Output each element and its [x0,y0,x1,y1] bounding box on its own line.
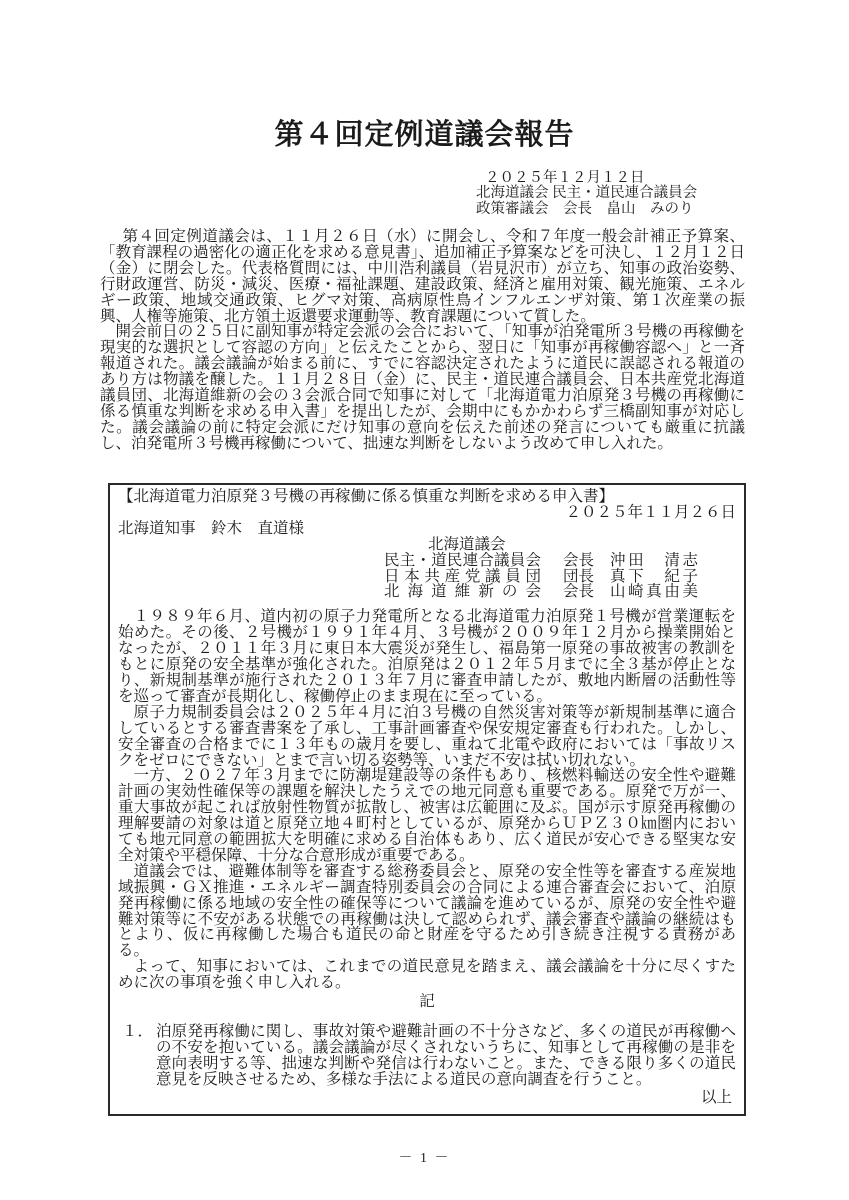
signatory-title: 会長 [563,551,595,569]
report-author: 政策審議会 会長 畠山 みのり [476,200,694,217]
report-meta [476,171,697,217]
item-number: １． [122,1023,154,1040]
signatory-name: 山崎真由美 [610,583,699,601]
page-number: － 1 － [398,1151,451,1166]
petition-body [118,609,736,991]
opening-section [100,229,745,452]
ki-heading: 記 [419,993,435,1011]
petition-item-1 [118,1024,736,1088]
petition-heading: 【北海道電力泊原発３号機の再稼働に係る慎重な判断を求める申入書】 [118,488,615,505]
petition-paragraph-5: よって、知事においては、これまでの道民意見を踏まえ、議会議論を十分に尽くすために次の事項を強く申し入れる。 [118,958,736,992]
signatory-row [118,553,736,569]
petition-addressee: 北海道知事 鈴木 直道様 [118,519,305,537]
opening-paragraph-1: 第４回定例道議会は、１１月２６日（水）に開会し、令和７年度一般会計補正予算案、「教育課程の過密化の適正化を求める意見書」、追加補正予算案などを可決し、１２月１２日（金）に閉会した。代表格質問には、中川浩利議員（岩見沢市）が立ち、知事の政治姿勢、行財政運営、防災・減災、医療・福祉課題、建設政策、経済と雇用対策、観光施策、エネルギー政策、地域交通政策、ヒグマ対策、高病原性鳥インフルエンザ対策、第１次産業の振興、人権等施策、北方領土返還要求運動等、教育課題について質した。 [100,228,745,325]
signatory-row [118,584,736,600]
petition-box [108,483,746,1116]
petition-paragraph-3: 一方、２０２７年３月までに防潮堤建設等の条件もあり、核燃料輸送の安全性や避難計画の実効性確保等の課題を解決したうえでの地元同意も重要である。原発で万が一、重大事故が起これば放射性物質が拡散し、被害は広範囲に及ぶ。国が示す原発再稼働の理解要請の対象は道と原発立地４町村としているが、原発からＵＰＺ３０㎞圏内においても地元同意の範囲拡大を明確に求める自治体もあり、広く道民が安心できる堅実な安全対策や平穏保障、十分な合意形成が重要である。 [118,767,736,864]
petition-date: ２０２５年１１月２６日 [565,503,736,521]
petition-paragraph-4: 道議会では、避難体制等を審査する総務委員会と、原発の安全性等を審査する産炭地域振興・ＧＸ推進・エネルギー調査特別委員会の合同による連合審査会において、泊原発再稼働に係る地域の安全性の確保等について議論を進めているが、原発の安全性や避難対策等に不安がある状態での再稼働は決して認められず、議会審査や議論の継続はもとより、仮に再稼働した場合も道民の命と財産を守るため引き続き注視する責務がある。 [118,862,736,960]
signatory-party: 北海道維新の会 [384,583,541,601]
petition-assembly: 北海道議会 [428,535,506,553]
signatory-name: 真下 紀子 [610,567,699,585]
signatory-party: 民主・道民連合議員会 [384,551,541,569]
petition-paragraph-1: １９８９年６月、道内初の原子力発電所となる北海道電力泊原発１号機が営業運転を始めた。その後、２号機が１９９１年４月、３号機が２００９年１２月から操業開始となったが、２０１１年３月に東日本大震災が発生し、福島第一原発の事故被害の教訓をもとに原発の安全基準が強化された。泊原発は２０１２年５月までに全３基が停止となり、新規制基準が施行された２０１３年７月に審査申請したが、敷地内断層の活動性等を巡って審査が長期化し、稼働停止のまま現在に至っている。 [118,608,736,705]
signatory-party: 日本共産党議員団 [384,567,541,585]
item-text: 泊原発再稼働に関し、事故対策や避難計画の不十分さなど、多くの道民が再稼働への不安を抱いている。議会議論が尽くされないうちに、知事として再稼働の是非を意向表明する等、拙速な判断や発信は行わないこと。また、できる限り多くの道民意見を反映させるため、多様な手法による道民の意向調査を行うこと。 [156,1023,736,1088]
signatory-title: 会長 [563,583,595,601]
signatory-title: 団長 [563,567,595,585]
petition-closing: 以上 [700,1088,732,1106]
opening-paragraph-2: 開会前日の２５日に副知事が特定会派の会合において、「知事が泊発電所３号機の再稼働を現実的な選択として容認の方向」と伝えたことから、翌日に「知事が再稼働容認へ」と一斉報道された。議会議論が始まる前に、すでに容認決定されたように道民に誤認される報道のあり方は物議を醸した。１１月２８日（金）に、民主・道民連合議員会、日本共産党北海道議員団、北海道維新の会の３会派合同で知事に対して「北海道電力泊原発３号機の再稼働に係る慎重な判断を求める申入書」を提出したが、会期中にもかかわらず三橋副知事が対応した。議会議論の前に特定会派にだけ知事の意向を伝えた前述の発言についても厳重に抗議し、泊発電所３号機再稼働について、拙速な判断をしないよう改めて申し入れた。 [100,323,745,452]
page-title: 第４回定例道議会報告 [274,119,575,151]
signatory-name: 沖田 清志 [610,551,699,569]
report-date: ２０２５年１２月１２日 [485,170,645,186]
report-organization: 北海道議会 民主・道民連合議員会 [476,185,698,202]
petition-paragraph-2: 原子力規制委員会は２０２５年４月に泊３号機の自然災害対策等が新規制基準に適合しているとする審査書案を了承し、工事計画審査や保安規定審査も行われた。しかし、安全審査の合格までに１３年もの歳月を要し、重ねて北電や政府においては「事故リスクをゼロにできない」とまで言い切る姿勢等、いまだ不安は拭い切れない。 [118,703,736,769]
